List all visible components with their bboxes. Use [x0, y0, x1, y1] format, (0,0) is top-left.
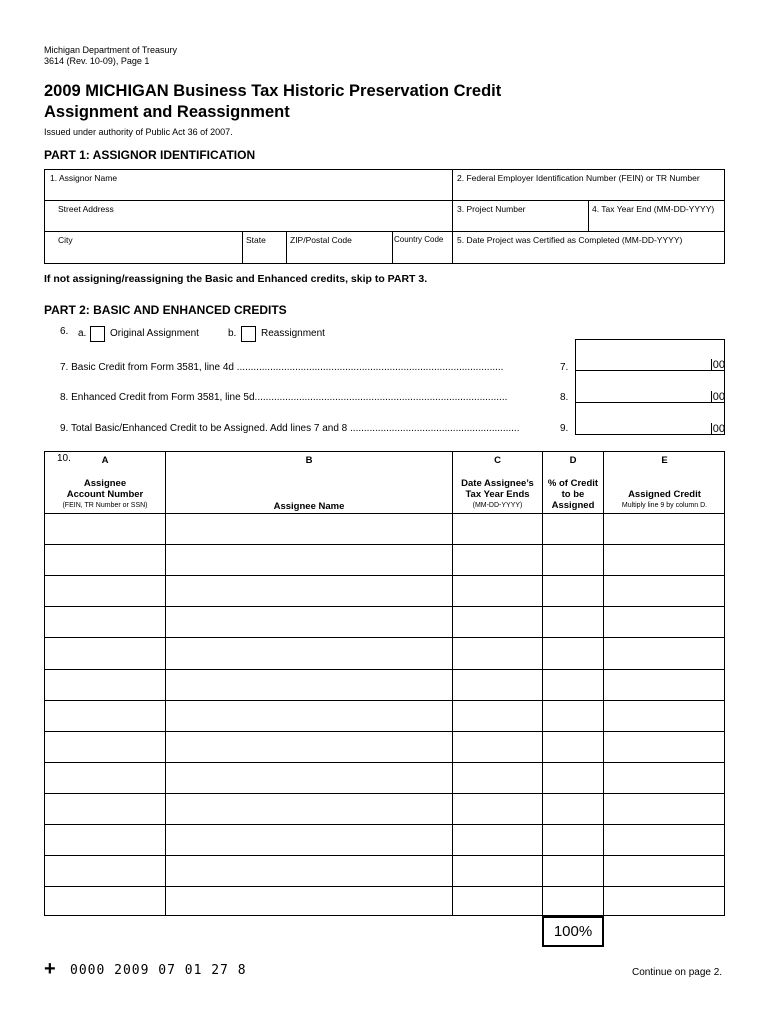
col-b-title: Assignee Name [273, 501, 345, 512]
row-2-col-b-field[interactable] [165, 544, 452, 575]
line6-number: 6. [60, 326, 69, 337]
row-9-col-e-field[interactable] [603, 762, 725, 793]
line8-description: 8. Enhanced Credit from Form 3581, line 5d........................................................................................... [60, 392, 508, 403]
row-1-col-b-field[interactable] [165, 513, 452, 544]
row-3-col-b-field[interactable] [165, 575, 452, 606]
original-assignment-label: Original Assignment [110, 328, 199, 339]
row-11-col-b-field[interactable] [165, 824, 452, 855]
form-revision: 3614 (Rev. 10-09), Page 1 [44, 56, 150, 66]
row-4-col-d-field[interactable] [542, 606, 603, 637]
line9-description: 9. Total Basic/Enhanced Credit to be Assigned. Add lines 7 and 8 ............................................................. [60, 423, 520, 434]
row-10-col-e-field[interactable] [603, 793, 725, 824]
row-10-col-a-field[interactable] [44, 793, 165, 824]
form-title-line2: Assignment and Reassignment [44, 103, 290, 121]
row-2-col-e-field[interactable] [603, 544, 725, 575]
row-6-col-c-field[interactable] [452, 669, 542, 700]
row-9-col-a-field[interactable] [44, 762, 165, 793]
row-3-col-e-field[interactable] [603, 575, 725, 606]
col-a-sub: (FEIN, TR Number or SSN) [62, 502, 148, 509]
row-12-col-b-field[interactable] [165, 855, 452, 886]
row-3-col-a-field[interactable] [44, 575, 165, 606]
street-address-field[interactable]: Street Address [58, 204, 114, 214]
row-12-col-d-field[interactable] [542, 855, 603, 886]
row-10-col-d-field[interactable] [542, 793, 603, 824]
line7-number: 7. [560, 362, 569, 373]
row-6-col-e-field[interactable] [603, 669, 725, 700]
part2-heading: PART 2: BASIC AND ENHANCED CREDITS [44, 303, 287, 317]
continue-note: Continue on page 2. [632, 967, 723, 978]
tax-year-end-field[interactable]: 4. Tax Year End (MM-DD-YYYY) [592, 204, 715, 214]
agency-name: Michigan Department of Treasury [44, 45, 178, 55]
line7-description: 7. Basic Credit from Form 3581, line 4d ................................................................................................ [60, 362, 504, 373]
project-number-field[interactable]: 3. Project Number [457, 204, 526, 214]
row-11-col-c-field[interactable] [452, 824, 542, 855]
col-c-sub: (MM-DD-YYYY) [472, 502, 523, 509]
row-5-col-d-field[interactable] [542, 637, 603, 669]
zip-field[interactable]: ZIP/Postal Code [290, 235, 352, 245]
row-1-col-d-field[interactable] [542, 513, 603, 544]
row-4-col-c-field[interactable] [452, 606, 542, 637]
row-10-col-b-field[interactable] [165, 793, 452, 824]
row-3-col-c-field[interactable] [452, 575, 542, 606]
row-2-col-d-field[interactable] [542, 544, 603, 575]
state-field[interactable]: State [246, 235, 266, 245]
col-b-letter: B [305, 455, 313, 466]
line7-amount-field[interactable] [575, 339, 725, 371]
row-6-col-a-field[interactable] [44, 669, 165, 700]
row-7-col-b-field[interactable] [165, 700, 452, 731]
row-8-col-b-field[interactable] [165, 731, 452, 762]
row-8-col-a-field[interactable] [44, 731, 165, 762]
row-5-col-b-field[interactable] [165, 637, 452, 669]
assignor-name-field[interactable]: 1. Assignor Name [50, 173, 118, 183]
row-4-col-a-field[interactable] [44, 606, 165, 637]
fein-field[interactable]: 2. Federal Employer Identification Number (FEIN) or TR Number [457, 173, 700, 183]
row-4-col-e-field[interactable] [603, 606, 725, 637]
original-assignment-checkbox[interactable] [90, 325, 105, 343]
skip-note: If not assigning/reassigning the Basic and Enhanced credits, skip to PART 3. [44, 273, 428, 285]
row-1-col-a-field[interactable] [44, 513, 165, 544]
part1-heading: PART 1: ASSIGNOR IDENTIFICATION [44, 148, 256, 162]
row-12-col-a-field[interactable] [44, 855, 165, 886]
line8-number: 8. [560, 392, 569, 403]
barcode-number: 0000 2009 07 01 27 8 [70, 963, 247, 978]
col-c-title2: Tax Year Ends [465, 489, 530, 500]
reassignment-checkbox[interactable] [241, 325, 256, 343]
row-4-col-b-field[interactable] [165, 606, 452, 637]
row-6-col-d-field[interactable] [542, 669, 603, 700]
row-11-col-e-field[interactable] [603, 824, 725, 855]
row-5-col-c-field[interactable] [452, 637, 542, 669]
col-a-title2: Account Number [66, 489, 144, 500]
row-1-col-e-field[interactable] [603, 513, 725, 544]
line6a-letter: a. [78, 328, 87, 339]
col-e-letter: E [661, 455, 668, 466]
row-5-col-a-field[interactable] [44, 637, 165, 669]
col-d-title3: Assigned [551, 500, 595, 511]
city-field[interactable]: City [58, 235, 73, 245]
line10-number: 10. [57, 453, 71, 464]
row-7-col-d-field[interactable] [542, 700, 603, 731]
row-10-col-c-field[interactable] [452, 793, 542, 824]
row-7-col-e-field[interactable] [603, 700, 725, 731]
assignor-identification-box [44, 169, 725, 264]
row-9-col-b-field[interactable] [165, 762, 452, 793]
row-9-col-d-field[interactable] [542, 762, 603, 793]
col-e-title: Assigned Credit [628, 489, 701, 500]
row-11-col-d-field[interactable] [542, 824, 603, 855]
date-certified-field[interactable]: 5. Date Project was Certified as Completed (MM-DD-YYYY) [457, 235, 683, 245]
row-11-col-a-field[interactable] [44, 824, 165, 855]
row-12-col-c-field[interactable] [452, 855, 542, 886]
col-e-sub: Multiply line 9 by column D. [621, 502, 708, 509]
row-8-col-e-field[interactable] [603, 731, 725, 762]
row-3-col-d-field[interactable] [542, 575, 603, 606]
row-9-col-c-field[interactable] [452, 762, 542, 793]
row-1-col-c-field[interactable] [452, 513, 542, 544]
line9-number: 9. [560, 423, 569, 434]
col-d-letter: D [569, 455, 577, 466]
col-c-title1: Date Assignee’s [461, 478, 534, 489]
row-7-col-a-field[interactable] [44, 700, 165, 731]
col-d-title1: % of Credit [547, 478, 599, 489]
row-2-col-a-field[interactable] [44, 544, 165, 575]
row-6-col-b-field[interactable] [165, 669, 452, 700]
col-d-title2: to be [561, 489, 585, 500]
line9-cents: 00 [712, 423, 725, 435]
row-7-col-c-field[interactable] [452, 700, 542, 731]
row-8-col-d-field[interactable] [542, 731, 603, 762]
line7-cents: 00 [712, 359, 725, 371]
line8-cents: 00 [712, 391, 725, 403]
total-percent-box [542, 916, 604, 947]
row-2-col-c-field[interactable] [452, 544, 542, 575]
col-a-title1: Assignee [83, 478, 127, 489]
line6b-letter: b. [228, 328, 237, 339]
col-c-letter: C [494, 455, 501, 466]
line9-amount-field[interactable] [575, 403, 725, 435]
form-title-line1: 2009 MICHIGAN Business Tax Historic Preservation Credit [44, 82, 502, 100]
row-5-col-e-field[interactable] [603, 637, 725, 669]
reassignment-label: Reassignment [261, 328, 325, 339]
plus-marker: + [44, 958, 56, 980]
col-a-letter: A [101, 455, 109, 466]
country-code-field[interactable]: Country Code [394, 235, 444, 244]
row-12-col-e-field[interactable] [603, 855, 725, 886]
line8-amount-field[interactable] [575, 371, 725, 403]
row-8-col-c-field[interactable] [452, 731, 542, 762]
authority-note: Issued under authority of Public Act 36 of 2007. [44, 127, 233, 137]
total-percent: 100% [553, 923, 593, 940]
